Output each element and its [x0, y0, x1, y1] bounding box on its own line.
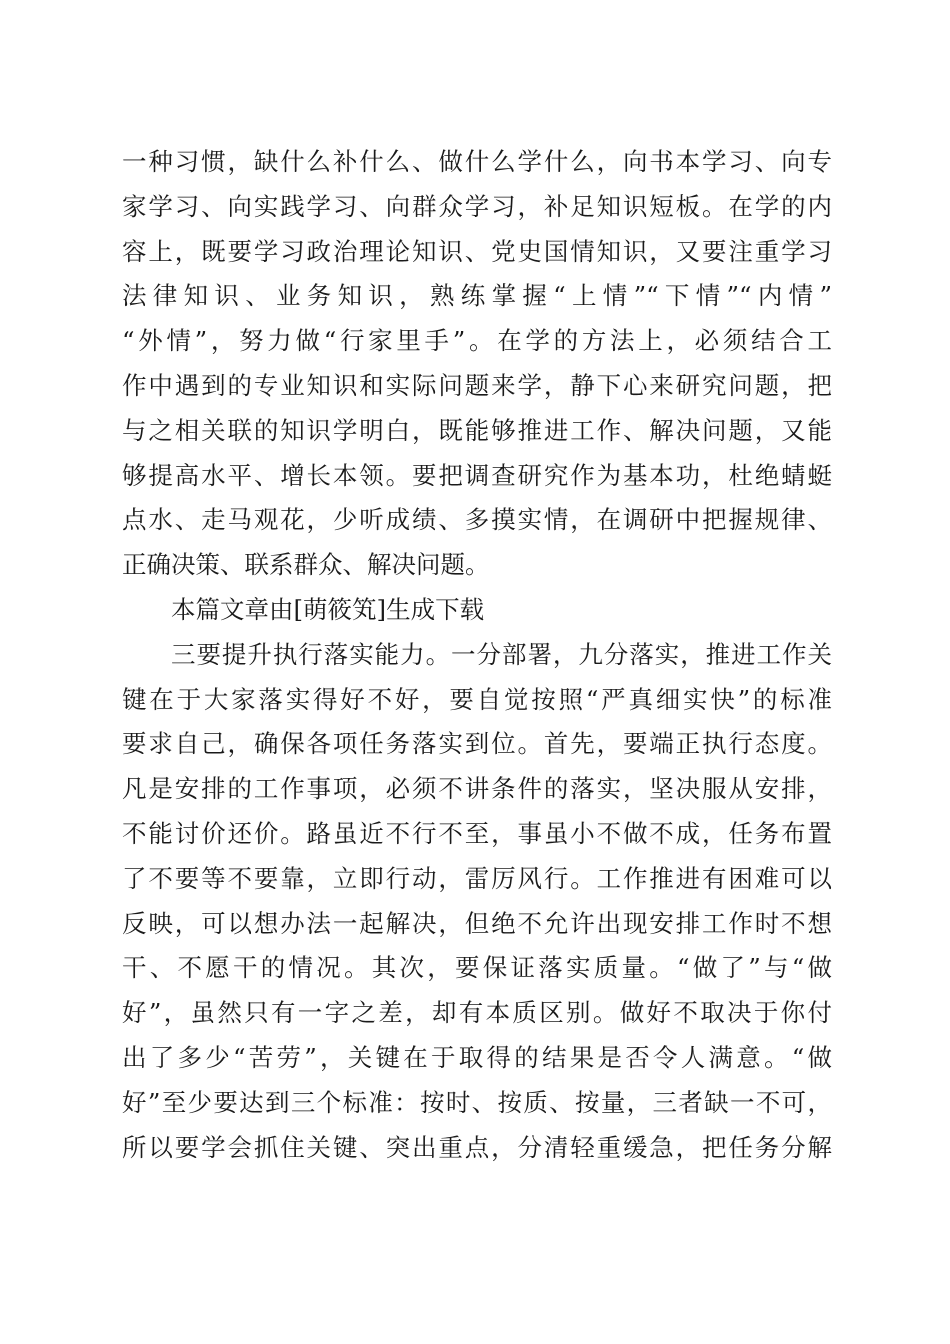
text-line: 家学习、向实践学习、向群众学习，补足知识短板。在学的内: [122, 191, 832, 221]
text-line: 容上，既要学习政治理论知识、党史国情知识，又要注重学习: [122, 236, 832, 266]
body-text: [122, 140, 832, 1170]
text-line: 好”，虽然只有一字之差，却有本质区别。做好不取决于你付: [122, 998, 832, 1028]
text-line: 键在于大家落实得好不好，要自觉按照“严真细实快”的标准: [122, 684, 832, 714]
text-line: 作中遇到的专业知识和实际问题来学，静下心来研究问题，把: [122, 370, 832, 400]
paragraph-1: [122, 140, 832, 588]
download-note: 本篇文章由[萌筱笂]生成下载: [171, 594, 485, 624]
text-line: 好”至少要达到三个标准：按时、按质、按量，三者缺一不可，: [122, 1087, 832, 1117]
text-line: 点水、走马观花，少听成绩、多摸实情，在调研中把握规律、: [122, 505, 832, 535]
text-line: 凡是安排的工作事项，必须不讲条件的落实，坚决服从安排，: [122, 774, 832, 804]
text-line: 不能讨价还价。路虽近不行不至，事虽小不做不成，任务布置: [122, 818, 832, 848]
text-line: 够提高水平、增长本领。要把调查研究作为基本功，杜绝蜻蜓: [122, 460, 832, 490]
text-line: 干、不愿干的情况。其次，要保证落实质量。“做了”与“做: [122, 953, 832, 983]
text-line: 与之相关联的知识学明白，既能够推进工作、解决问题，又能: [122, 415, 832, 445]
text-line: “外情”，努力做“行家里手”。在学的方法上，必须结合工: [122, 326, 832, 356]
text-line: 出了多少“苦劳”，关键在于取得的结果是否令人满意。“做: [122, 1042, 832, 1072]
text-line: 所以要学会抓住关键、突出重点，分清轻重缓急，把任务分解: [122, 1132, 832, 1162]
paragraph-2: [122, 633, 832, 1171]
text-line: 正确决策、联系群众、解决问题。: [122, 550, 490, 580]
text-line: 一种习惯，缺什么补什么、做什么学什么，向书本学习、向专: [122, 147, 832, 176]
text-line: 了不要等不要靠，立即行动，雷厉风行。工作推进有困难可以: [122, 863, 832, 893]
text-line: 反映，可以想办法一起解决，但绝不允许出现安排工作时不想: [122, 908, 832, 938]
text-line: 三要提升执行落实能力。一分部署，九分落实，推进工作关: [171, 639, 832, 669]
text-line: 要求自己，确保各项任务落实到位。首先，要端正执行态度。: [122, 729, 832, 759]
text-line: 法律知识、业务知识，熟练掌握“上情”“下情”“内情”: [122, 281, 832, 311]
